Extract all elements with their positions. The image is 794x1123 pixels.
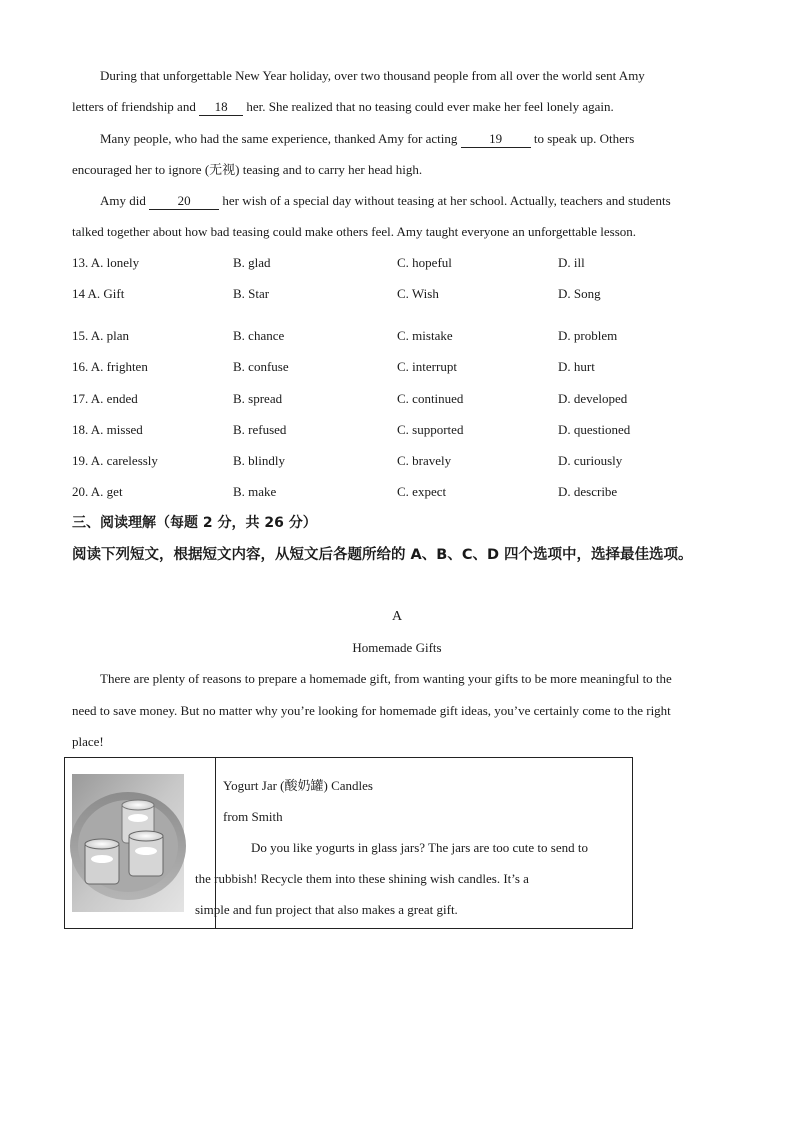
- question-14-options: [72, 285, 712, 303]
- question-18-options: [72, 421, 712, 439]
- passage-text: Many people, who had the same experience, thanked Amy for acting: [100, 131, 461, 146]
- option: C. expect: [397, 484, 447, 499]
- section-instruction: 阅读下列短文，根据短文内容，从短文后各题所给的 A、B、C、D 四个选项中，选择最佳选项。: [72, 547, 693, 563]
- gift-name: Yogurt Jar (酸奶罐) Candles: [223, 778, 373, 793]
- blank-19: 19: [461, 131, 531, 148]
- question-17-options: [72, 390, 712, 408]
- option: C. supported: [397, 422, 464, 437]
- passage-line: During that unforgettable New Year holiday, over two thousand people from all over the world sent Amy: [100, 68, 645, 83]
- option: 14 A. Gift: [72, 286, 125, 301]
- blank-18: 18: [199, 99, 243, 116]
- passage-text: letters of friendship and: [72, 99, 200, 114]
- yogurt-jar-candles-image: [65, 758, 215, 924]
- gift-description: [195, 832, 624, 925]
- option: B. make: [233, 484, 277, 499]
- gift-table: [64, 757, 633, 929]
- option: D. curiously: [558, 453, 623, 468]
- option: B. confuse: [233, 359, 289, 374]
- article-title: Homemade Gifts: [352, 640, 442, 655]
- intro-line: need to save money. But no matter why you’re looking for homemade gift ideas, you’ve certainly come to the right: [72, 703, 671, 718]
- passage-text: her. She realized that no teasing could ever make her feel lonely again.: [243, 99, 614, 114]
- option: D. hurt: [558, 359, 595, 374]
- option: 18. A. missed: [72, 422, 143, 437]
- option: 16. A. frighten: [72, 359, 148, 374]
- passage-line: [100, 130, 634, 148]
- option: D. problem: [558, 328, 618, 343]
- question-16-options: [72, 358, 712, 376]
- question-13-options: [72, 254, 712, 272]
- option: D. developed: [558, 391, 628, 406]
- option: 13. A. lonely: [72, 255, 140, 270]
- question-20-options: [72, 483, 712, 501]
- option: C. interrupt: [397, 359, 457, 374]
- intro-line: place!: [72, 734, 104, 749]
- gift-text-cell: [195, 758, 633, 929]
- passage-text: to speak up. Others: [530, 131, 635, 146]
- question-15-options: [72, 327, 712, 345]
- option: C. bravely: [397, 453, 452, 468]
- option: C. continued: [397, 391, 464, 406]
- section-heading: 三、阅读理解（每题 2 分，共 26 分）: [72, 515, 317, 531]
- gift-image-cell: [65, 758, 216, 929]
- passage-text: her wish of a special day without teasing at her school. Actually, teachers and students: [219, 193, 671, 208]
- option: B. Star: [233, 286, 270, 301]
- option: D. describe: [558, 484, 618, 499]
- question-19-options: [72, 452, 712, 470]
- option: 17. A. ended: [72, 391, 138, 406]
- option: B. chance: [233, 328, 285, 343]
- option: B. refused: [233, 422, 287, 437]
- option: B. blindly: [233, 453, 286, 468]
- intro-line: There are plenty of reasons to prepare a homemade gift, from wanting your gifts to be more meaningful to the: [100, 671, 672, 686]
- passage-text: Amy did: [100, 193, 150, 208]
- option: 20. A. get: [72, 484, 123, 499]
- option: 19. A. carelessly: [72, 453, 158, 468]
- part-letter: A: [391, 609, 403, 624]
- gift-author: from Smith: [223, 809, 283, 824]
- option: D. Song: [558, 286, 601, 301]
- passage-line: [100, 192, 671, 210]
- blank-20: 20: [149, 193, 219, 210]
- option: 15. A. plan: [72, 328, 130, 343]
- option: D. questioned: [558, 422, 631, 437]
- option: C. hopeful: [397, 255, 452, 270]
- gift-description-line: the rubbish! Recycle them into these shining wish candles. It’s a: [195, 871, 529, 886]
- gift-description-line: simple and fun project that also makes a great gift.: [195, 902, 458, 917]
- gift-description-line: Do you like yogurts in glass jars? The jars are too cute to send to: [251, 840, 588, 855]
- option: C. Wish: [397, 286, 439, 301]
- option: B. spread: [233, 391, 283, 406]
- passage-line: talked together about how bad teasing could make others feel. Amy taught everyone an unforgettable lesson.: [72, 224, 637, 239]
- option: B. glad: [233, 255, 271, 270]
- option: D. ill: [558, 255, 585, 270]
- passage-line: encouraged her to ignore (无视) teasing and to carry her head high.: [72, 162, 423, 177]
- passage-line: [72, 98, 614, 116]
- option: C. mistake: [397, 328, 453, 343]
